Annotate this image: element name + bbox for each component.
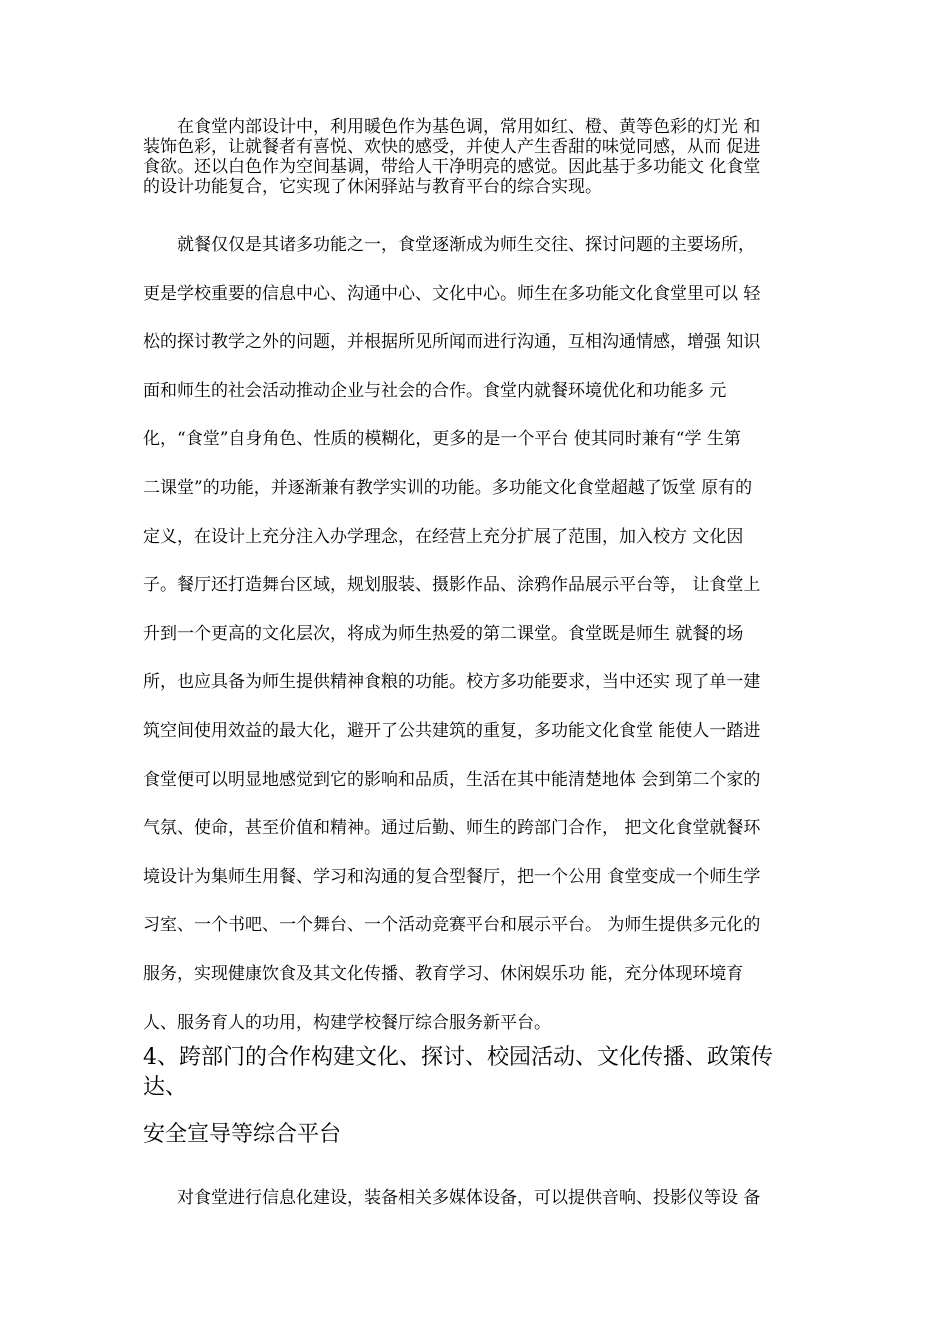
paragraph-intro: 在食堂内部设计中，利用暖色作为基色调，常用如红、橙、黄等色彩的灯光 和 装饰色彩，让就餐者有喜悦、欢快的感受，并使人产生香甜的味觉同感，从而 促进 食欲。还以白色作为空间基调，带给人干净明亮的感觉。因此基于多功能文 化食堂 的设计功能复合，它实现了休闲驿站与教育平台的综合实现。 (143, 117, 761, 197)
section-heading-4-continued: 安全宣导等综合平台 (143, 1122, 342, 1147)
paragraph-multifunction: 就餐仅仅是其诸多功能之一，食堂逐渐成为师生交往、探讨问题的主要场所， 更是学校重要的信息中心、沟通中心、文化中心。师生在多功能文化食堂里可以 轻 松的探讨教学之外的问题，并根据所见所闻而进行沟通，互相沟通情感，增强 知识 面和师生的社会活动推动企业与社会的合作。食堂内就餐环境优化和功能多 元 化，“食堂”自身角色、性质的模糊化，更多的是一个平台 使其同时兼有“学 生第 二课堂”的功能，并逐渐兼有教学实训的功能。多功能文化食堂超越了饭堂 原有的 定义，在设计上充分注入办学理念，在经营上充分扩展了范围，加入校方 文化因 子。餐厅还打造舞台区域，规划服装、摄影作品、涂鸦作品展示平台等， 让食堂上 升到一个更高的文化层次，将成为师生热爱的第二课堂。食堂既是师生 就餐的场 所，也应具备为师生提供精神食粮的功能。校方多功能要求，当中还实 现了单一建 筑空间使用效益的最大化，避开了公共建筑的重复，多功能文化食堂 能使人一踏进 食堂便可以明显地感觉到它的影响和品质，生活在其中能清楚地体 会到第二个家的 气氛、使命，甚至价值和精神。通过后勤、师生的跨部门合作， 把文化食堂就餐环 境设计为集师生用餐、学习和沟通的复合型餐厅，把一个公用 食堂变成一个师生学 习室、一个书吧、一个舞台、一个活动竞赛平台和展示平台。 为师生提供多元化的 服务，实现健康饮食及其文化传播、教育学习、休闲娱乐功 能，充分体现环境育 人、服务育人的功用，构建学校餐厅综合服务新平台。 (143, 235, 761, 1033)
section-heading-4: 4、跨部门的合作构建文化、探讨、校园活动、文化传播、政策传 达、 (143, 1045, 773, 1100)
paragraph-informatization: 对食堂进行信息化建设，装备相关多媒体设备，可以提供音响、投影仪等设 备 (143, 1188, 761, 1208)
